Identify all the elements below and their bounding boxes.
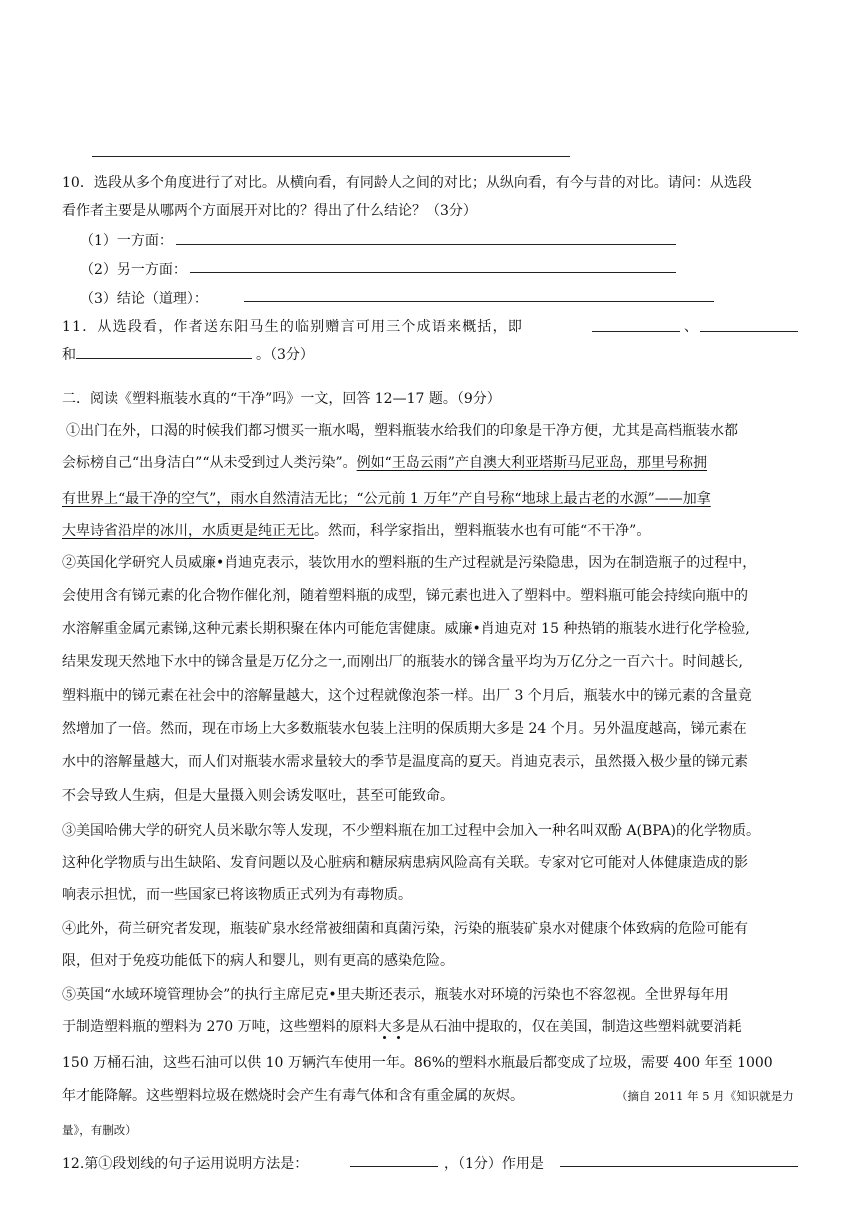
para5-line2-a: 于制造塑料瓶的塑料为 270 万吨，这些塑料的原料 — [62, 1019, 378, 1035]
para2-line5: 塑料瓶中的锑元素在社会中的溶解量越大，这个过程就像泡茶一样。出厂 3 个月后，瓶装水中的锑元素的含量竟 — [62, 688, 752, 704]
q11-separator: 、 — [684, 319, 698, 335]
q10-answer-line2[interactable] — [190, 272, 676, 273]
emphasis-dot-char-2: 多 — [391, 1019, 406, 1035]
para1-line2 — [62, 452, 707, 472]
para3-line1: ③美国哈佛大学的研究人员米歇尔等人发现，不少塑料瓶在加工过程中会加入一种名叫双酚 A(BPA)的化学物质。 — [62, 823, 761, 839]
q11-blank3[interactable] — [76, 358, 252, 359]
q10-item3: （3）结论（道理）： — [80, 291, 208, 307]
q11-score: 。（3分） — [256, 347, 314, 363]
para5-line1: ⑤英国“水域环境管理协会”的执行主席尼克•里夫斯还表示，瓶装水对环境的污染也不容忽视。全世界每年用 — [62, 987, 729, 1003]
para2-line6: 然增加了一倍。然而，现在市场上大多数瓶装水包装上注明的保质期大多是 24 个月。另外温度越高，锑元素在 — [62, 721, 747, 737]
para2-line2: 会使用含有锑元素的化合物作催化剂，随着塑料瓶的成型，锑元素也进入了塑料中。塑料瓶可能会持续向瓶中的 — [62, 588, 748, 604]
para3-line2: 这种化学物质与出生缺陷、发育问题以及心脏病和糖尿病患病风险高有关联。专家对它可能对人体健康造成的影 — [62, 855, 748, 871]
q12-text: 12.第①段划线的句子运用说明方法是： — [62, 1156, 309, 1172]
para5-line2 — [62, 1016, 742, 1036]
q11-and: 和 — [62, 347, 76, 363]
para4-line1: ④此外，荷兰研究者发现，瓶装矿泉水经常被细菌和真菌污染，污染的瓶装矿泉水对健康个体致病的危险可能有 — [62, 921, 748, 937]
q10-answer-line1[interactable] — [176, 244, 676, 245]
para1-underlined-end: 大卑诗省沿岸的冰川，水质更是纯正无比 — [62, 523, 314, 539]
q11-blank1[interactable] — [592, 331, 680, 332]
para5-line2-b: 是从石油中提取的，仅在美国，制造这些塑料就要消耗 — [405, 1019, 742, 1035]
section2-heading: 二．阅读《塑料瓶装水真的“干净”吗》一文，回答 12—17 题。（9分） — [62, 391, 501, 407]
q12-blank-effect[interactable] — [560, 1166, 798, 1167]
source-citation-b: 量》，有删改） — [62, 1123, 137, 1137]
para2-line7: 水中的溶解量越大，而人们对瓶装水需求量较大的季节是温度高的夏天。肖迪克表示，虽然摄入极少量的锑元素 — [62, 754, 748, 770]
answer-line-top — [92, 156, 570, 157]
para5-line3: 150 万桶石油，这些石油可以供 10 万辆汽车使用一年。86%的塑料水瓶最后都变成了垃圾，需要 400 年至 1000 — [62, 1055, 773, 1071]
para1-text-end: 。然而，科学家指出，塑料瓶装水也有可能“不干净”。 — [314, 523, 651, 539]
q10-item2: （2）另一方面： — [80, 262, 187, 278]
q12-blank-method[interactable] — [350, 1166, 438, 1167]
para2-line1: ②英国化学研究人员威廉•肖迪克表示，装饮用水的塑料瓶的生产过程就是污染隐患，因为在制造瓶子的过程中， — [62, 555, 757, 571]
q10-text-line2: 看作者主要是从哪两个方面展开对比的？得出了什么结论？（3分） — [62, 203, 477, 219]
para1-line1: ①出门在外，口渴的时候我们都习惯买一瓶水喝，塑料瓶装水给我们的印象是干净方便，尤其是高档瓶装水都 — [66, 423, 738, 439]
para1-underlined-sentence: 例如“王岛云雨”产自澳大利亚塔斯马尼亚岛，那里号称拥 — [356, 455, 707, 471]
q11-blank2[interactable] — [700, 331, 798, 332]
source-citation-a: （摘自 2011 年 5 月《知识就是力 — [616, 1089, 794, 1103]
para1-text: 会标榜自己“出身洁白”“从未受到过人类污染”。 — [62, 455, 357, 471]
q11-text: 11．从选段看，作者送东阳马生的临别赠言可用三个成语来概括，即 — [62, 319, 524, 335]
para1-line4 — [62, 520, 650, 540]
para2-line4: 结果发现天然地下水中的锑含量是万亿分之一,而刚出厂的瓶装水的锑含量平均为万亿分之一百六十。时间越长, — [62, 654, 743, 670]
q12-mid: ，（1分）作用是 — [444, 1156, 544, 1172]
q10-text-line1: 10．选段从多个角度进行了对比。从横向看，有同龄人之间的对比；从纵向看，有今与昔的对比。请问：从选段 — [62, 175, 752, 191]
para1-underlined-line3: 有世界上“最干净的空气”，雨水自然清洁无比；“公元前 1 万年”产自号称“地球上最古老的水源”——加拿 — [62, 491, 711, 507]
para2-line3: 水溶解重金属元素锑,这种元素长期积聚在体内可能危害健康。威廉•肖迪克对 15 种热销的瓶装水进行化学检验, — [62, 621, 750, 637]
q10-answer-line3[interactable] — [244, 301, 714, 302]
emphasis-dot-char-1: 大 — [377, 1019, 392, 1035]
para2-line8: 不会导致人生病，但是大量摄入则会诱发呕吐，甚至可能致命。 — [62, 788, 454, 804]
para5-line4: 年才能降解。这些塑料垃圾在燃烧时会产生有毒气体和含有重金属的灰烬。 — [62, 1088, 524, 1104]
q10-item1: （1）一方面： — [80, 233, 173, 249]
para4-line2: 限，但对于免疫功能低下的病人和婴儿，则有更高的感染危险。 — [62, 953, 454, 969]
para3-line3: 响表示担忧，而一些国家已将该物质正式列为有毒物质。 — [62, 887, 412, 903]
